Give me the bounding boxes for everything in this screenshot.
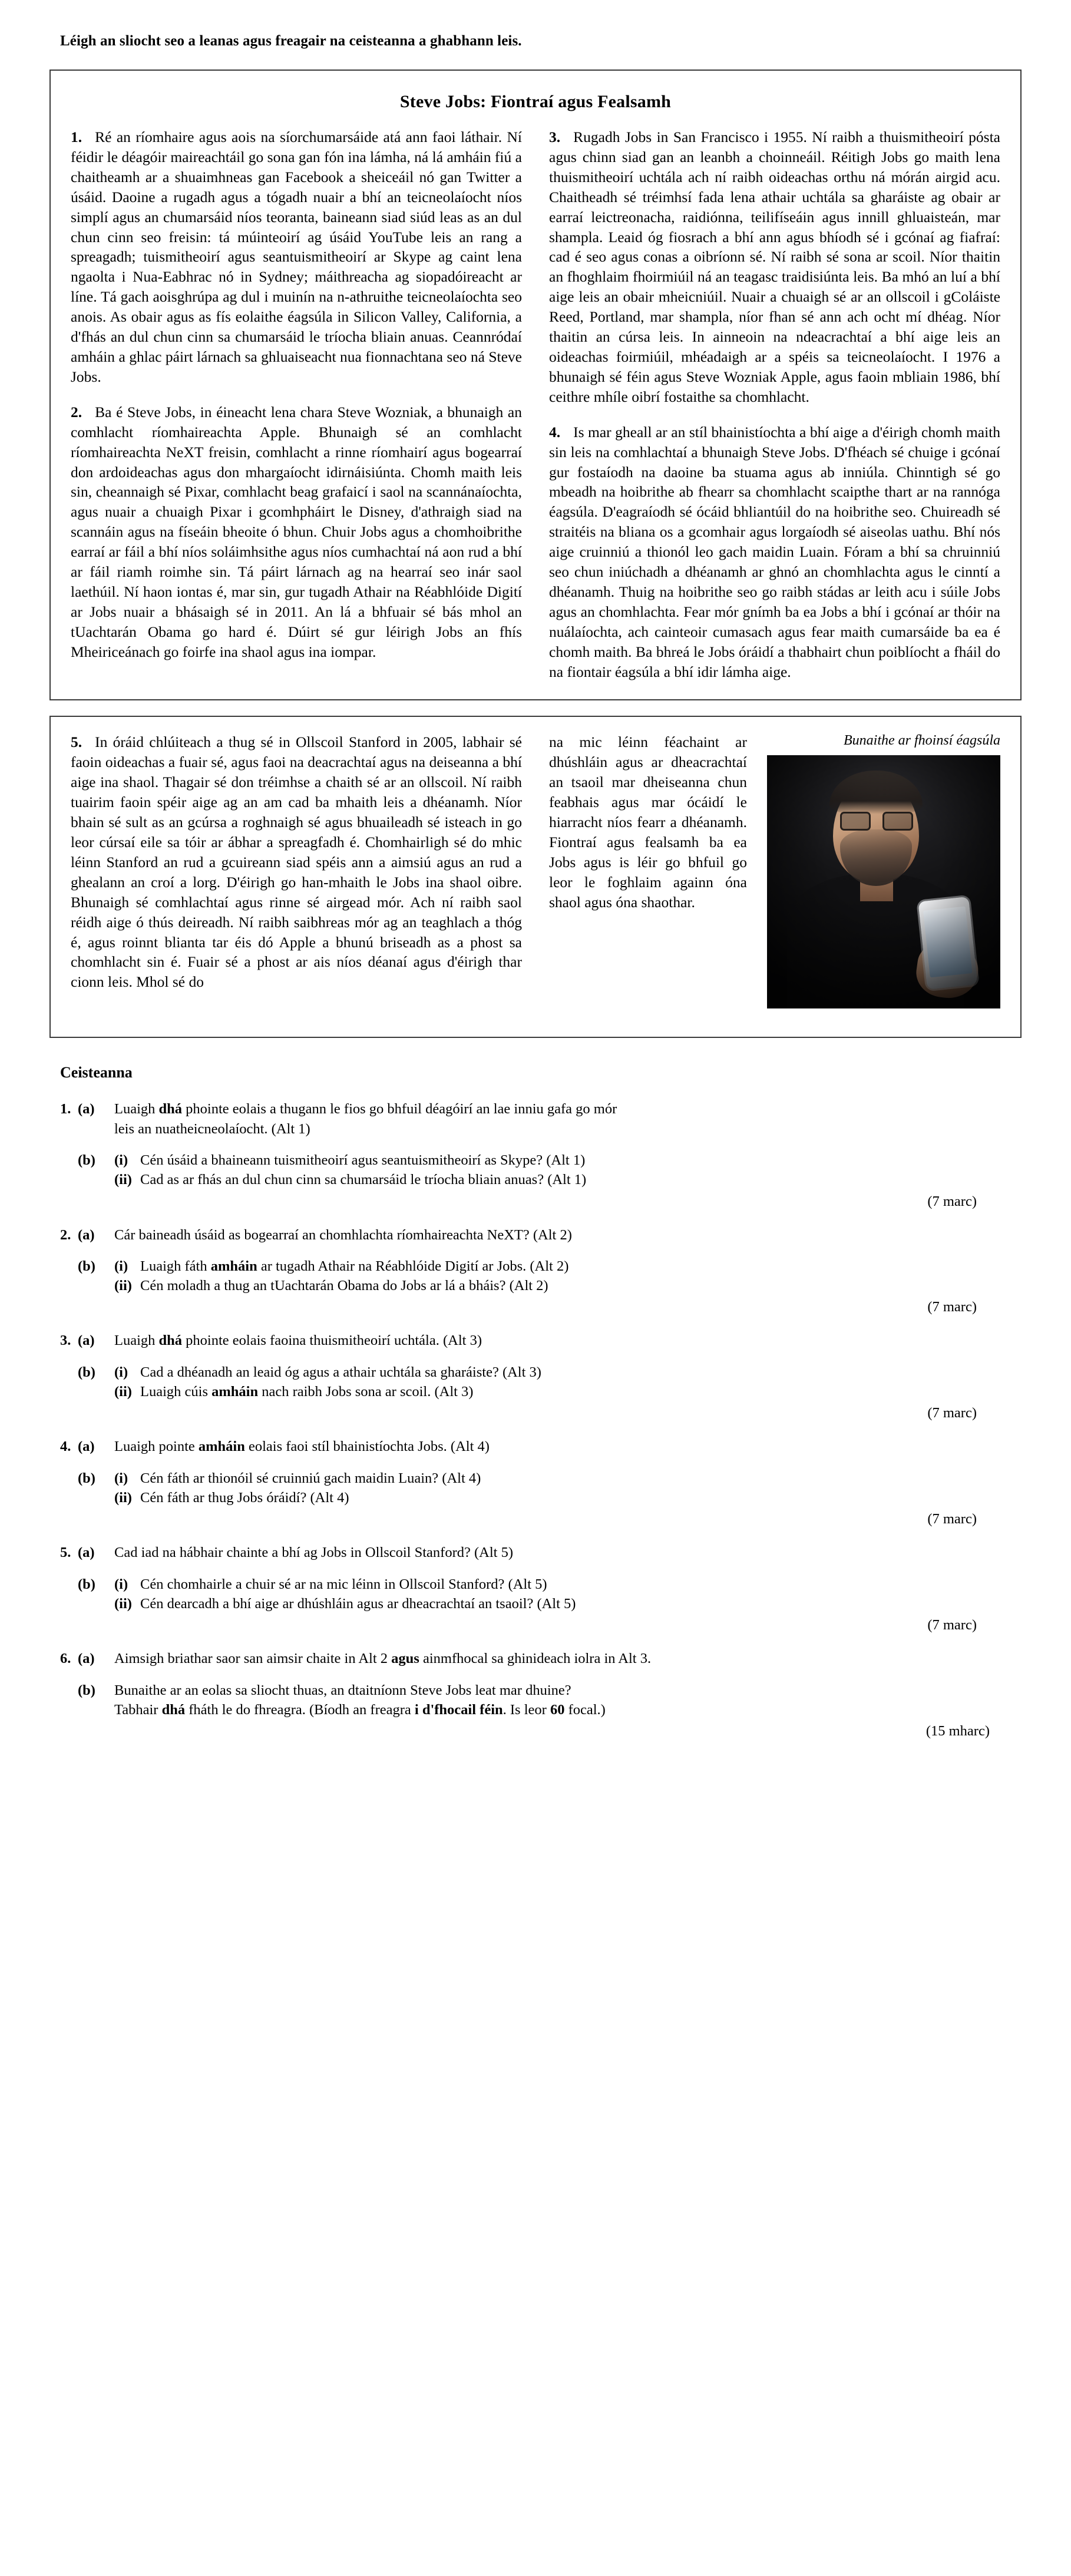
question-marks: (7 marc)	[927, 1405, 977, 1421]
passage-paragraph-1	[71, 127, 522, 387]
steve-jobs-portrait-image	[767, 755, 1000, 1008]
paragraph-number-4: 4.	[549, 423, 561, 441]
question-number: 2.	[60, 1226, 71, 1243]
question-part-letter: (a)	[78, 1332, 95, 1349]
question-marks: (15 mharc)	[925, 1723, 990, 1740]
question-part-letter: (a)	[78, 1651, 95, 1667]
question-subitem	[114, 1363, 1004, 1382]
question-part-row	[49, 1437, 1022, 1456]
passage-paragraph-2	[71, 402, 522, 662]
passage-column-right	[549, 127, 1000, 682]
question-subitem	[114, 1170, 1004, 1189]
paragraph-text-2: Ba é Steve Jobs, in éineacht lena chara Steve Wozniak, a bhunaigh an comhlacht ríomhaireachta Apple. Bhunaigh sé an comhlacht ríomhaireachta NeXT freisin, comhlacht a rinne ríomhairí agus bogearraí don ardoideachas agus don mhargaíocht idirnáisiúnta. Chomh maith leis sin, cheannaigh sé Pixar, comhlacht beag grafaicí i saol na scannánaíochta, agus nuair a chuaigh Pixar i gcomhpháirt le Disney, d'athraigh siad na scannáin agus na físeáin bheoite ó bhun. Chuir Jobs agus a chomhoibrithe earraí ar fáil a bhí níos soláimhsithe agus níos cumhachtaí ná aon rud a bhí ar fáil riamh roimhe sin. Tá páirt lárnach ag na hearraí seo inár saol laethúil. Ní haon iontas é, mar sin, gur tugadh Athair na Réabhlóide Digití ar Jobs nuair a bhásaigh sé in 2011. An lá a bhfuair sé bás mhol an tUachtarán Obama go hard é. Dúirt sé gur léirigh Jobs an fhís Mheiriceánach go foirfe ina shaol agus ina iompar.	[71, 403, 522, 660]
question-part-row	[49, 1681, 1022, 1720]
paragraph-text-3: Rugadh Jobs in San Francisco i 1955. Ní raibh a thuismitheoirí pósta agus chinn siad gan an leanbh a choinneáil. Réitigh Jobs go maith lena thuismitheoirí uchtála ach ní raibh oideachas orthu ná mórán airgid acu. Chaitheadh sé tréimhsí fada lena athair uchtála sa gharáiste ag obair ar earraí leictreonacha, raidiónna, teilifíseáin agus innill ghluaisteán, mar shampla. Leaid óg fiosrach a bhí ann agus bhíodh sé i gcónaí ag fiafraí: cad é seo agus conas a oibríonn sé. Ní raibh sé sona ar scoil. Níor thaitin an fhoghlaim fhoirmiúil ná an teagasc traidisiúnta leis. Ba mhó an luí a bhí aige leis an obair mheicniúil. Nuair a chuaigh sé ar an ollscoil i gColáiste Reed, Portland, mar shampla, níor fhan sé ann ach ocht mí dhéag. Níor thaitin an cúrsa leis. In ainneoin na ndeacrachtaí a bhí aige leis an oideachas foirmiúil, mhéadaigh ar a spéis sa teicneolaíocht. I 1976 a bhunaigh sé féin agus Steve Wozniak Apple, agus faoin mbliain 1986, bhí ceithre mhíle oibrí fostaithe sa chomhlacht.	[549, 128, 1000, 405]
question-text	[114, 1150, 1022, 1190]
passage-columns	[71, 127, 1000, 682]
question-part-row	[49, 1099, 1022, 1139]
question-part-row	[49, 1363, 1022, 1402]
question-text-line: Luaigh dhá phointe eolais faoina thuismitheoirí uchtála. (Alt 3)	[114, 1332, 482, 1349]
figure-caption: Bunaithe ar fhoinsí éagsúla	[844, 733, 1000, 749]
passage-paragraph-5	[71, 732, 522, 992]
question-part-row	[49, 1331, 1022, 1350]
portrait-figure	[767, 732, 1000, 1008]
passage-column-left	[71, 127, 522, 682]
question-part-letter: (a)	[78, 1226, 95, 1243]
question-text	[114, 1575, 1022, 1614]
question-part-letter: (b)	[78, 1576, 95, 1592]
question-part-letter: (b)	[78, 1682, 95, 1698]
question-part-row	[49, 1256, 1022, 1296]
passage-box-primary	[49, 70, 1022, 700]
question-subitem	[114, 1256, 1004, 1276]
question-marks: (7 marc)	[927, 1511, 977, 1527]
question-subitem-text: Luaigh cúis amháin nach raibh Jobs sona ar scoil. (Alt 3)	[140, 1384, 474, 1400]
question-marks: (7 marc)	[927, 1617, 977, 1633]
question-number: 4.	[60, 1439, 71, 1455]
question-part-row	[49, 1469, 1022, 1508]
question-part-row	[49, 1150, 1022, 1190]
question-part-row	[49, 1543, 1022, 1562]
question-subitem-marker: (ii)	[114, 1490, 132, 1506]
question-subitem	[114, 1382, 1004, 1401]
question-block	[49, 1331, 1022, 1421]
question-block	[49, 1543, 1022, 1633]
question-subitem	[114, 1575, 1004, 1594]
paragraph-text-1: Ré an ríomhaire agus aois na síorchumarsáide atá ann faoi láthair. Ní féidir le déagóir maireachtáil go sona gan fón ina lámha, ná lá amháin fiú a chaitheamh ar a shuaimhneas gan Facebook a sheiceáil nó gan Twitter a úsáid. Daoine a rugadh agus a tógadh nuair a bhí an teicneolaíocht níos simplí agus an chumarsáid níos teoranta, baineann siad siúd leas as an dul chun cinn seo freisin: tá múinteoirí ag úsáid YouTube leis an rang a spreagadh; tuismitheoirí agus seantuismitheoirí ar Skype ag caint lena ngaolta i Nua-Eabhrac nó in Sydney; máithreacha ag siopadóireacht ar líne. Tá gach aoisghrúpa ag dul i muinín na n-athruithe teicneolaíochta seo anois. As obair agus as fís eolaithe éagsúla in Silicon Valley, California, a d'fhás an dul chun cinn sa chumarsáid le tríocha bliain anuas. Ceannródaí amháin a ghlac páirt lárnach sa ghluaiseacht nua fionnachtana seo ná Steve Jobs.	[71, 128, 522, 385]
question-text-line: Bunaithe ar an eolas sa sliocht thuas, an dtaitníonn Steve Jobs leat mar dhuine?	[114, 1682, 571, 1698]
question-text	[114, 1681, 1022, 1720]
passage-paragraph-4	[549, 422, 1000, 682]
question-part-letter: (b)	[78, 1152, 95, 1168]
question-part-letter: (a)	[78, 1545, 95, 1561]
question-subitem-text: Luaigh fáth amháin ar tugadh Athair na Réabhlóide Digití ar Jobs. (Alt 2)	[140, 1258, 569, 1274]
question-subitem-marker: (ii)	[114, 1172, 132, 1188]
question-subitem-text: Cad a dhéanadh an leaid óg agus a athair uchtála sa gharáiste? (Alt 3)	[140, 1364, 541, 1380]
paragraph-text-4: Is mar gheall ar an stíl bhainistíochta a bhí aige a d'éirigh chomh maith sin leis na comhlachtaí a bhunaigh Steve Jobs. D'fhéach sé chuige i gcónaí gur fostaíodh na daoine ba stuama agus ab inniúla. Chinntigh sé go mbeadh na hoibrithe ab fhearr sa chomhlacht scaipthe thart ar na rannóga éagsúla. D'eagraíodh sé ócáid bhliantúil do na hoibrithe seo. Chuireadh sé straitéis na bliana os a gcomhair agus lorgaíodh sé aiseolas uathu. Bhí nós aige cruinniú a thionól leo gach maidin Luain. Fóram a bhí sa chruinniú seo chun iniúchadh a dhéanamh ar ghnó an chomhlachta agus le cinntí a dhéanamh. Thuig na hoibrithe seo go raibh stádas ar leith acu i súile Jobs agus an chomhlachta. Fear mór gnímh ba ea Jobs a bhí i gcónaí ar thóir na nuálaíochta, ach cainteoir cumasach agus fear maith cumarsáide ba ea é chomh maith. Ba bhreá le Jobs óráidí a thabhairt chun poiblíocht a fháil do na fiontair éagsúla a bhí idir lámha aige.	[549, 423, 1000, 680]
question-part-letter: (b)	[78, 1364, 95, 1380]
question-text	[114, 1331, 1022, 1350]
question-number: 6.	[60, 1651, 71, 1667]
question-part-letter: (b)	[78, 1470, 95, 1486]
question-number: 1.	[60, 1101, 71, 1117]
question-subitem-text: Cén dearcadh a bhí aige ar dhúshláin agus ar dheacrachtaí an tsaoil? (Alt 5)	[140, 1595, 576, 1612]
passage-box-secondary	[49, 716, 1022, 1038]
questions-list	[49, 1099, 1022, 1740]
question-text	[114, 1543, 1022, 1562]
question-subitem-text: Cén fáth ar thionóil sé cruinniú gach maidin Luain? (Alt 4)	[140, 1470, 481, 1486]
question-number: 3.	[60, 1332, 71, 1349]
question-part-letter: (a)	[78, 1101, 95, 1117]
paragraph-number-3: 3.	[549, 128, 561, 146]
question-text-line: Cad iad na hábhair chainte a bhí ag Jobs in Ollscoil Stanford? (Alt 5)	[114, 1545, 513, 1561]
question-text	[114, 1437, 1022, 1456]
paragraph-number-2: 2.	[71, 403, 82, 421]
question-subitem-text: Cén fáth ar thug Jobs óráidí? (Alt 4)	[140, 1490, 349, 1506]
paragraph-text-5-cont: na mic léinn féachaint ar dhúshláin agus ar dheacrachtaí an tsaoil mar dheiseanna chun feabhais agus mar ócáidí le hiarracht níos fearr a dhéanamh. Fiontraí agus fealsamh ba ea Jobs agus is léir go bhfuil go leor le foghlaim againn óna shaol agus óna shaothar.	[549, 733, 747, 911]
question-subitem-text: Cén moladh a thug an tUachtarán Obama do Jobs ar lá a bháis? (Alt 2)	[140, 1278, 548, 1294]
question-block	[49, 1099, 1022, 1209]
question-part-row	[49, 1225, 1022, 1245]
portrait-vignette	[767, 755, 1000, 1008]
question-subitem	[114, 1469, 1004, 1488]
question-part-letter: (a)	[78, 1439, 95, 1455]
question-subitem-marker: (i)	[114, 1364, 128, 1380]
question-subitem	[114, 1594, 1004, 1613]
question-marks: (7 marc)	[927, 1193, 977, 1209]
question-text	[114, 1469, 1022, 1508]
question-text-line: Tabhair dhá fháth le do fhreagra. (Bíodh an freagra i d'fhocail féin. Is leor 60 focal.)	[114, 1701, 606, 1718]
question-subitem-text: Cén chomhairle a chuir sé ar na mic léinn in Ollscoil Stanford? (Alt 5)	[140, 1576, 547, 1592]
passage-title: Steve Jobs: Fiontraí agus Fealsamh	[399, 92, 672, 111]
question-part-row	[49, 1575, 1022, 1614]
question-marks: (7 marc)	[927, 1299, 977, 1315]
passage-column-right-2	[549, 732, 1000, 1017]
question-block	[49, 1225, 1022, 1316]
question-text-line: leis an nuatheicneolaíocht. (Alt 1)	[114, 1120, 310, 1137]
question-part-letter: (b)	[78, 1258, 95, 1274]
questions-heading: Ceisteanna	[60, 1064, 133, 1082]
question-subitem	[114, 1276, 1004, 1295]
paragraph-number-1: 1.	[71, 128, 82, 146]
question-text-line: Cár baineadh úsáid as bogearraí an chomhlachta ríomhaireachta NeXT? (Alt 2)	[114, 1226, 572, 1243]
passage-columns-2	[71, 732, 1000, 1017]
question-text	[114, 1099, 1022, 1139]
question-text	[114, 1225, 1022, 1245]
question-subitem-marker: (i)	[114, 1576, 128, 1592]
question-text	[114, 1256, 1022, 1296]
question-number: 5.	[60, 1545, 71, 1561]
question-subitem-text: Cad as ar fhás an dul chun cinn sa chumarsáid le tríocha bliain anuas? (Alt 1)	[140, 1172, 587, 1188]
question-part-row	[49, 1649, 1022, 1668]
reading-instruction: Léigh an sliocht seo a leanas agus freagair na ceisteanna a ghabhann leis.	[60, 33, 522, 49]
question-subitem-marker: (ii)	[114, 1595, 132, 1612]
question-subitem-marker: (ii)	[114, 1384, 132, 1400]
passage-column-left-2	[71, 732, 522, 1017]
question-text	[114, 1649, 1022, 1668]
question-text-line: Aimsigh briathar saor san aimsir chaite in Alt 2 agus ainmfhocal sa ghinideach iolra in Alt 3.	[114, 1651, 652, 1667]
question-subitem	[114, 1150, 1004, 1170]
question-subitem-marker: (i)	[114, 1152, 128, 1168]
question-subitem-marker: (i)	[114, 1470, 128, 1486]
question-text	[114, 1363, 1022, 1402]
question-block	[49, 1437, 1022, 1527]
question-subitem-marker: (i)	[114, 1258, 128, 1274]
paragraph-number-5: 5.	[71, 733, 82, 751]
paragraph-text-5: In óráid chlúiteach a thug sé in Ollscoil Stanford in 2005, labhair sé faoin oideachas a fuair sé, agus faoi na deacrachtaí agus na deiseanna a bhí aige ina shaol. Thagair sé don tréimhse a chaith sé ar an ollscoil. Ní raibh tuairim faoin spéir aige ag an am cad ba mhaith leis a dhéanamh. Níor bhain sé sult as an gcúrsa a roghnaigh sé agus bhuaileadh sé isteach in go leor cúrsaí eile sa tóir ar ábhar a spreagfadh é. Chomhairligh sé do mhic léinn Stanford an rud a gcuireann siad spéis ann a aimsiú agus an rud a ghealann an croí a lorg. D'éirigh go han-mhaith le Jobs ina shaol oibre. Bhunaigh sé comhlachtaí agus rinne sé airgead mór. Ach ní raibh saol réidh aige ó thús deireadh. Ní raibh saibhreas mór ag an teaghlach a thóg é, agus roinnt blianta tar éis dó Apple a bhunú briseadh as a phost sa chomhlacht sin é. Fuair sé a phost ar ais níos déanaí agus d'éirigh thar cionn leis. Mhol sé do	[71, 733, 522, 991]
question-subitem	[114, 1488, 1004, 1507]
question-text-line: Luaigh pointe amháin eolais faoi stíl bhainistíochta Jobs. (Alt 4)	[114, 1439, 490, 1455]
question-block	[49, 1649, 1022, 1740]
question-subitem-marker: (ii)	[114, 1278, 132, 1294]
question-text-line: Luaigh dhá phointe eolais a thugann le fios go bhfuil déagóirí an lae inniu gafa go mór	[114, 1101, 617, 1117]
question-subitem-text: Cén úsáid a bhaineann tuismitheoirí agus seantuismitheoirí as Skype? (Alt 1)	[140, 1152, 586, 1168]
passage-paragraph-3	[549, 127, 1000, 407]
